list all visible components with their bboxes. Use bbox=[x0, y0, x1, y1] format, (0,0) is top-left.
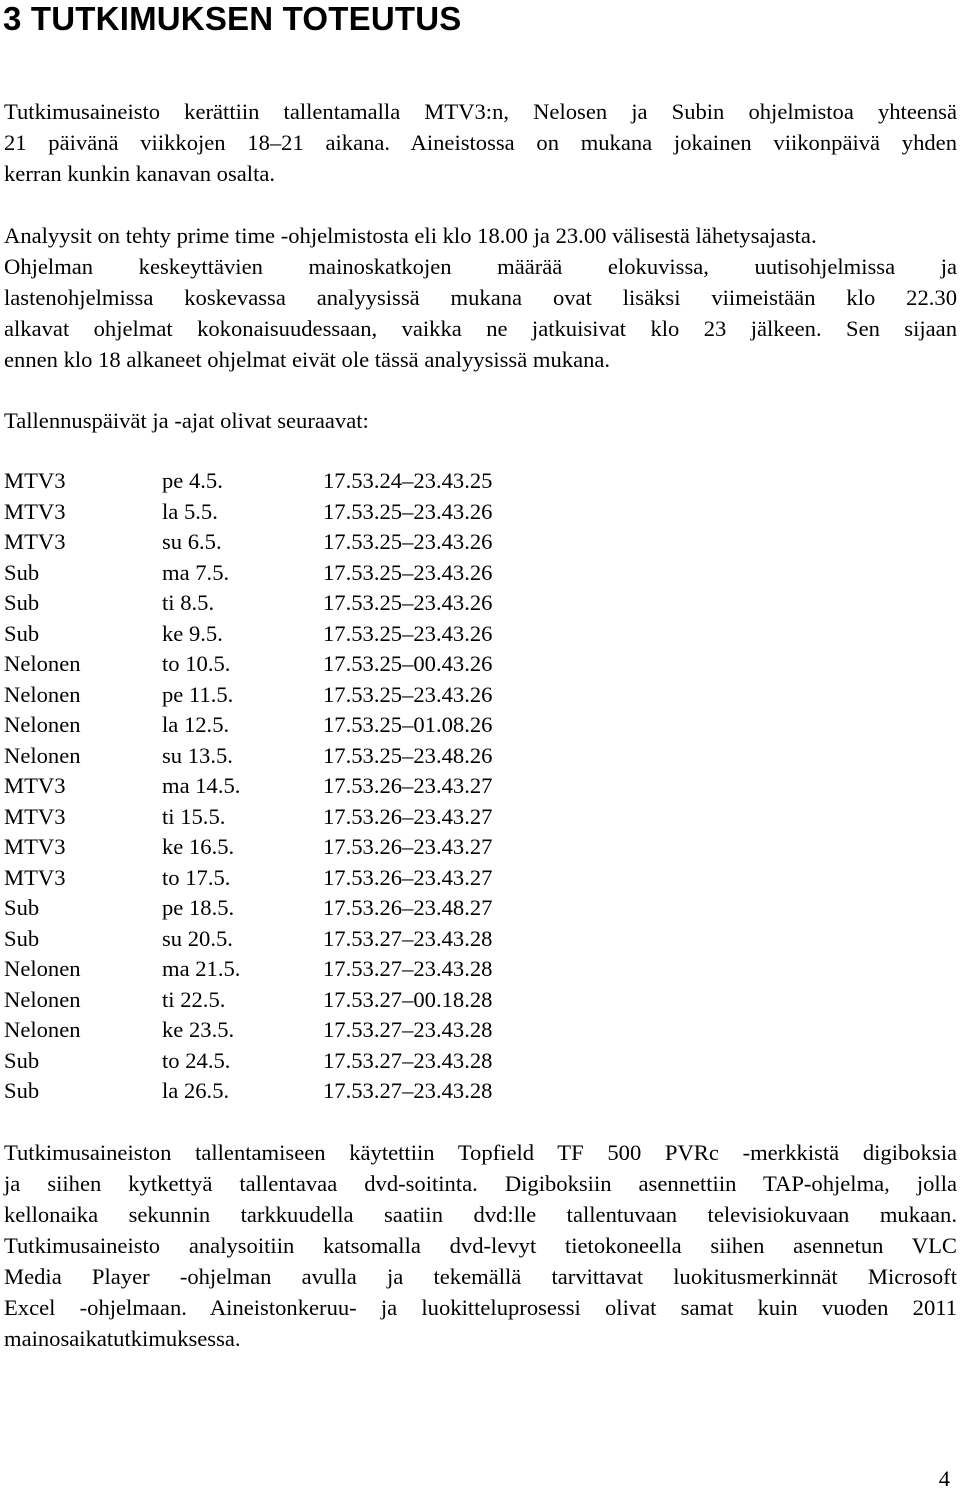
schedule-day: to 24.5. bbox=[162, 1047, 231, 1073]
schedule-channel: MTV3 bbox=[4, 803, 66, 829]
schedule-day: pe 4.5. bbox=[162, 468, 223, 493]
schedule-time: 17.53.25–23.43.26 bbox=[323, 681, 493, 707]
schedule-day: la 5.5. bbox=[162, 498, 218, 524]
schedule-channel: MTV3 bbox=[4, 773, 66, 798]
schedule-day: ti 22.5. bbox=[162, 986, 226, 1012]
schedule-day: ma 7.5. bbox=[162, 559, 230, 585]
schedule-time: 17.53.25–23.48.26 bbox=[323, 742, 493, 768]
schedule-channel: Sub bbox=[4, 895, 40, 920]
schedule-day: ti 8.5. bbox=[162, 590, 215, 615]
schedule-channel: MTV3 bbox=[4, 864, 66, 890]
page-number: 4 bbox=[938, 1466, 950, 1491]
schedule-channel: Sub bbox=[4, 1047, 40, 1073]
schedule-channel: Nelonen bbox=[4, 986, 81, 1012]
paragraph-line: Tutkimusaineisto analysoitiin katsomalla dvd-levyt tietokoneella siihen asennetun VLC bbox=[4, 1233, 957, 1258]
schedule-channel: Sub bbox=[4, 925, 40, 951]
schedule-day: ke 9.5. bbox=[162, 620, 223, 646]
schedule-intro bbox=[4, 405, 957, 436]
schedule-time: 17.53.25–23.43.26 bbox=[323, 590, 493, 615]
paragraph-line: 21 päivänä viikkojen 18–21 aikana. Aineistossa on mukana jokainen viikonpäivä yhden bbox=[4, 130, 957, 155]
schedule-day: ti 15.5. bbox=[162, 803, 226, 829]
schedule-day: la 26.5. bbox=[162, 1078, 230, 1103]
schedule-time: 17.53.25–23.43.26 bbox=[323, 498, 493, 524]
schedule-time: 17.53.26–23.43.27 bbox=[323, 803, 493, 829]
schedule-time: 17.53.25–23.43.26 bbox=[323, 620, 493, 646]
schedule-time: 17.53.27–23.43.28 bbox=[323, 956, 493, 981]
schedule-channel: Nelonen bbox=[4, 1017, 81, 1042]
schedule-time: 17.53.25–23.43.26 bbox=[323, 559, 493, 585]
schedule-channel: Nelonen bbox=[4, 651, 81, 676]
schedule-time: 17.53.27–23.43.28 bbox=[323, 1047, 493, 1073]
schedule-day: su 13.5. bbox=[162, 742, 233, 768]
schedule-channel: Sub bbox=[4, 1078, 40, 1103]
schedule-day: la 12.5. bbox=[162, 712, 230, 737]
paragraph-line: Analyysit on tehty prime time -ohjelmistosta eli klo 18.00 ja 23.00 välisestä lähetysajasta. bbox=[4, 223, 817, 248]
schedule-day: to 17.5. bbox=[162, 864, 231, 890]
schedule-channel: Nelonen bbox=[4, 712, 81, 737]
paragraph-line: Tutkimusaineiston tallentamiseen käytettiin Topfield TF 500 PVRc -merkkistä digiboksia bbox=[4, 1140, 957, 1165]
schedule-time: 17.53.26–23.43.27 bbox=[323, 864, 493, 890]
schedule-time: 17.53.25–01.08.26 bbox=[323, 712, 493, 737]
schedule-channel: MTV3 bbox=[4, 834, 66, 859]
paragraph-line: alkavat ohjelmat kokonaisuudessaan, vaikka ne jatkuisivat klo 23 jälkeen. Sen sijaan bbox=[4, 316, 957, 341]
schedule-time: 17.53.26–23.43.27 bbox=[323, 834, 493, 859]
schedule-day: su 20.5. bbox=[162, 925, 233, 951]
schedule-time: 17.53.27–23.43.28 bbox=[323, 1017, 493, 1042]
schedule-channel: MTV3 bbox=[4, 468, 66, 493]
schedule-day: ke 16.5. bbox=[162, 834, 235, 859]
schedule-day: to 10.5. bbox=[162, 651, 231, 676]
paragraph-line: ennen klo 18 alkaneet ohjelmat eivät ole tässä analyysissä mukana. bbox=[4, 347, 611, 372]
paragraph-line: Media Player -ohjelman avulla ja tekemällä tarvittavat luokitusmerkinnät Microsoft bbox=[4, 1264, 957, 1289]
schedule-day: ma 14.5. bbox=[162, 773, 241, 798]
schedule-day: ke 23.5. bbox=[162, 1017, 235, 1042]
equipment-paragraph bbox=[4, 1137, 957, 1354]
schedule-channel: Sub bbox=[4, 590, 40, 615]
analysis-paragraph bbox=[4, 220, 957, 375]
schedule-day: pe 18.5. bbox=[162, 895, 235, 920]
schedule-day: pe 11.5. bbox=[162, 681, 234, 707]
schedule-day: su 6.5. bbox=[162, 529, 222, 554]
paragraph-line: Excel -ohjelmaan. Aineistonkeruu- ja luokitteluprosessi olivat samat kuin vuoden 2011 bbox=[4, 1295, 957, 1320]
schedule-time: 17.53.27–23.43.28 bbox=[323, 1078, 493, 1103]
section-heading: 3 TUTKIMUKSEN TOTEUTUS bbox=[3, 0, 462, 37]
schedule-channel: Nelonen bbox=[4, 742, 81, 768]
schedule-channel: Nelonen bbox=[4, 681, 81, 707]
schedule-time: 17.53.27–00.18.28 bbox=[323, 986, 493, 1012]
schedule-channel: MTV3 bbox=[4, 529, 66, 554]
paragraph-line: Tallennuspäivät ja -ajat olivat seuraavat: bbox=[4, 408, 369, 433]
paragraph-line: lastenohjelmissa koskevassa analyysissä mukana ovat lisäksi viimeistään klo 22.30 bbox=[4, 285, 957, 310]
paragraph-line: mainosaikatutkimuksessa. bbox=[4, 1326, 241, 1351]
schedule-time: 17.53.24–23.43.25 bbox=[323, 468, 493, 493]
schedule-day: ma 21.5. bbox=[162, 956, 241, 981]
paragraph-line: kerran kunkin kanavan osalta. bbox=[4, 161, 276, 186]
paragraph-line: ja siihen kytkettyä tallentavaa dvd-soitinta. Digiboksiin asennettiin TAP-ohjelma, jolla bbox=[4, 1171, 957, 1196]
paragraph-line: Ohjelman keskeyttävien mainoskatkojen määrää elokuvissa, uutisohjelmissa ja bbox=[4, 254, 957, 279]
schedule-channel: Sub bbox=[4, 559, 40, 585]
schedule-channel: Sub bbox=[4, 620, 40, 646]
schedule-channel: MTV3 bbox=[4, 498, 66, 524]
paragraph-line: kellonaika sekunnin tarkkuudella saatiin dvd:lle tallentuvaan televisiokuvaan mukaan. bbox=[4, 1202, 957, 1227]
schedule-time: 17.53.25–23.43.26 bbox=[323, 529, 493, 554]
schedule-channel: Nelonen bbox=[4, 956, 81, 981]
schedule-time: 17.53.26–23.48.27 bbox=[323, 895, 493, 920]
intro-paragraph bbox=[4, 96, 957, 189]
schedule-time: 17.53.26–23.43.27 bbox=[323, 773, 493, 798]
paragraph-line: Tutkimusaineisto kerättiin tallentamalla MTV3:n, Nelosen ja Subin ohjelmistoa yhteensä bbox=[4, 99, 957, 124]
schedule-time: 17.53.27–23.43.28 bbox=[323, 925, 493, 951]
schedule-time: 17.53.25–00.43.26 bbox=[323, 651, 493, 676]
